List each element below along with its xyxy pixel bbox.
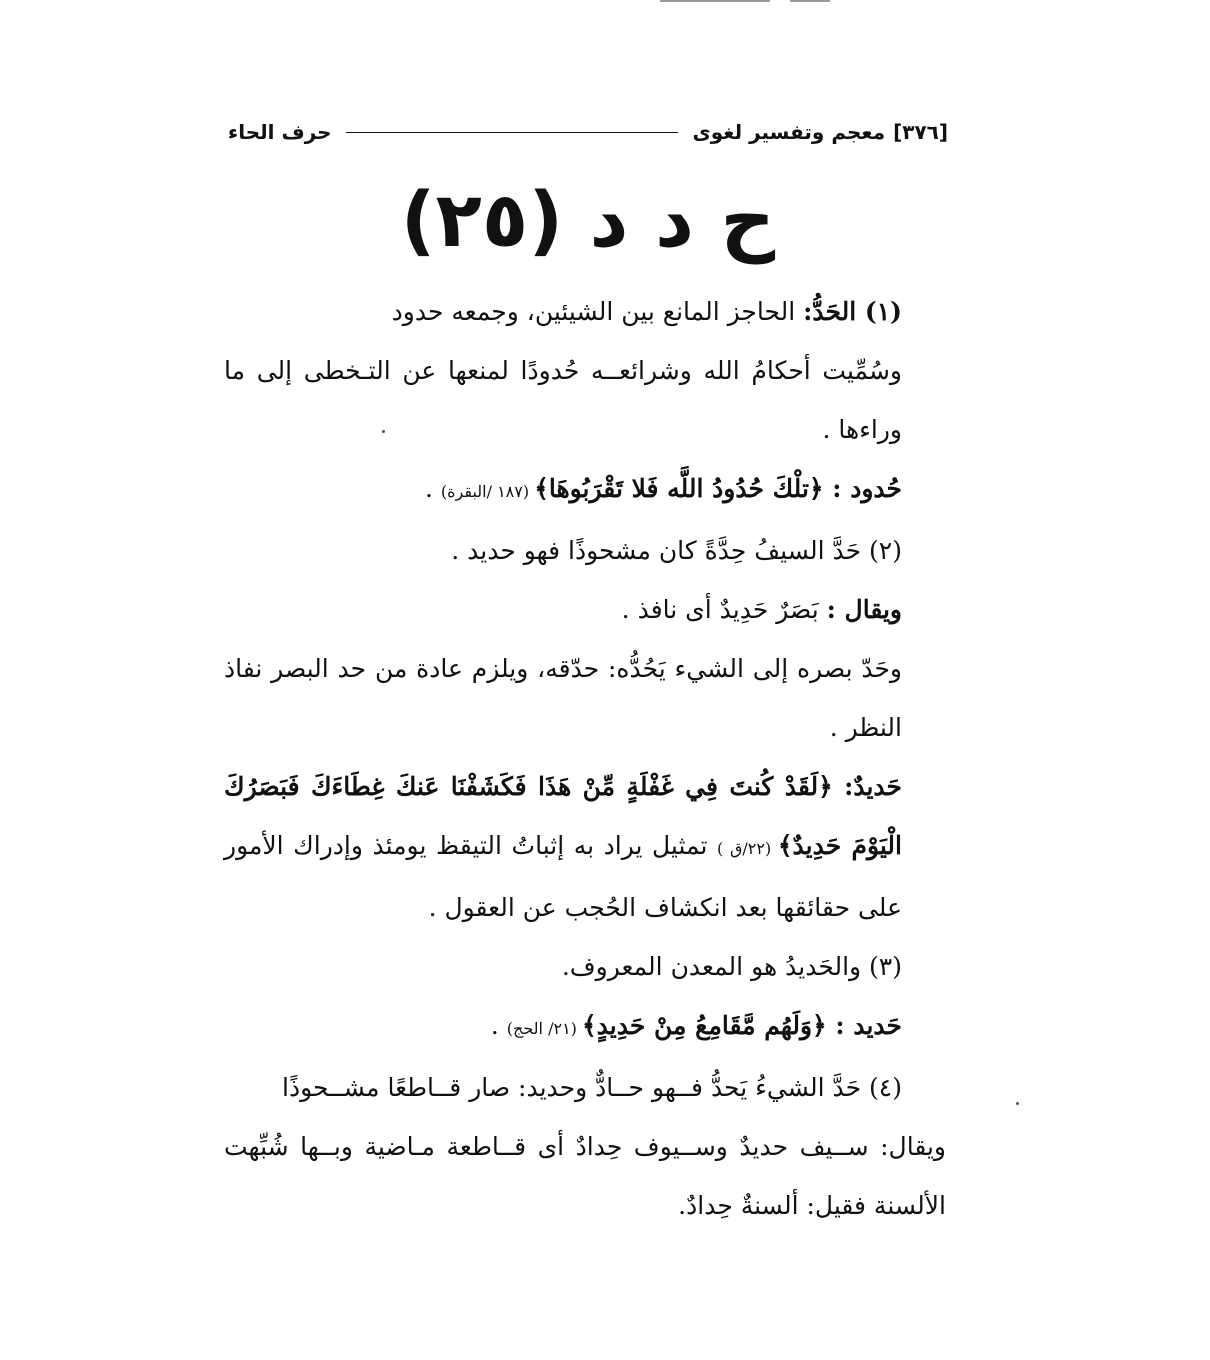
paragraph-7	[224, 757, 946, 937]
header-rule	[346, 132, 679, 133]
paragraph-11	[224, 1117, 946, 1235]
entry-title: ح د د (٢٥)	[400, 175, 776, 264]
page-number: [٣٧٦]	[893, 120, 948, 144]
verse-reference: (٢٢/ق )	[717, 839, 778, 858]
definition-text: (٣) والحَديدُ هو المعدن المعروف.	[561, 952, 902, 981]
definition-text: الحاجز المانع بين الشيئين، وجمعه حدود	[391, 297, 804, 326]
paragraph-4	[224, 521, 946, 580]
paragraph-10	[224, 1058, 946, 1117]
verse-reference: (١٨٧ /البقرة)	[440, 482, 535, 501]
definition-text: بَصَرٌ حَدِيدٌ أى نافذ .	[621, 595, 827, 624]
scan-speck	[1016, 1102, 1019, 1105]
definition-text: تمثيل يراد به إثباتُ التيقظ يومئذ وإدراك الأمور على حقائقها بعد انكشاف الحُجب عن العقول .	[224, 831, 902, 922]
verse-reference: (٢١/ الحج)	[506, 1019, 582, 1038]
scan-speck	[382, 430, 385, 433]
definition-text: وحَدّ بصره إلى الشيء يَحُدُّه: حدّقه، ويلزم عادة من حد البصر نفاذ النظر .	[224, 654, 902, 742]
headword: ويقال :	[826, 595, 902, 624]
headword: حَديد :	[835, 1011, 902, 1040]
quran-quote: ﴿وَلَهُم مَّقَامِعُ مِنْ حَدِيدٍ﴾	[582, 1011, 836, 1040]
paragraph-2	[224, 341, 946, 459]
scan-mark	[790, 0, 830, 2]
quran-quote: ﴿تلْكَ حُدُودُ اللَّه فَلا تَقْرَبُوهَا﴾	[534, 474, 833, 503]
definition-text: (٢) حَدَّ السيفُ حِدَّةً كان مشحوذًا فهو حديد .	[451, 536, 902, 565]
scan-mark	[660, 0, 770, 2]
entry-body	[224, 282, 946, 1235]
headword: حَديدٌ:	[844, 772, 902, 801]
definition-text: .	[490, 1011, 507, 1040]
quran-quote: ﴿لَقَدْ كُنتَ فِي غَفْلَةٍ مِّنْ هَذَا فَكَشَفْنَا عَنكَ غِطَاءَكَ فَبَصَرُكَ الْيَوْمَ حَدِيدٌ﴾	[224, 772, 902, 860]
definition-text: .	[425, 474, 441, 503]
definition-text: ويقال: ســيف حديدٌ وســيوف حِدادٌ أى قــاطعة مـاضية وبــها شُبِّهت الألسنة فقيل: ألسنةٌ حِدادٌ.	[224, 1132, 946, 1220]
running-header	[228, 118, 948, 146]
paragraph-6	[224, 639, 946, 757]
section-name: حرف الحاء	[228, 120, 332, 144]
paragraph-3	[224, 459, 946, 521]
headword: (١) الحَدُّ:	[803, 297, 902, 326]
paragraph-1	[224, 282, 946, 341]
paragraph-8	[224, 937, 946, 996]
paragraph-9	[224, 996, 946, 1058]
definition-text: وسُمِّيت أحكامُ الله وشرائعــه حُدودًا لمنعها عن التـخطى إلى ما وراءها .	[224, 356, 902, 444]
headword: حُدود :	[832, 474, 902, 503]
definition-text: (٤) حَدَّ الشيءُ يَحدُّ فــهو حــادٌّ وحديد: صار قــاطعًا مشــحوذًا	[282, 1073, 902, 1102]
book-title: معجم وتفسير لغوى	[692, 120, 886, 144]
paragraph-5	[224, 580, 946, 639]
